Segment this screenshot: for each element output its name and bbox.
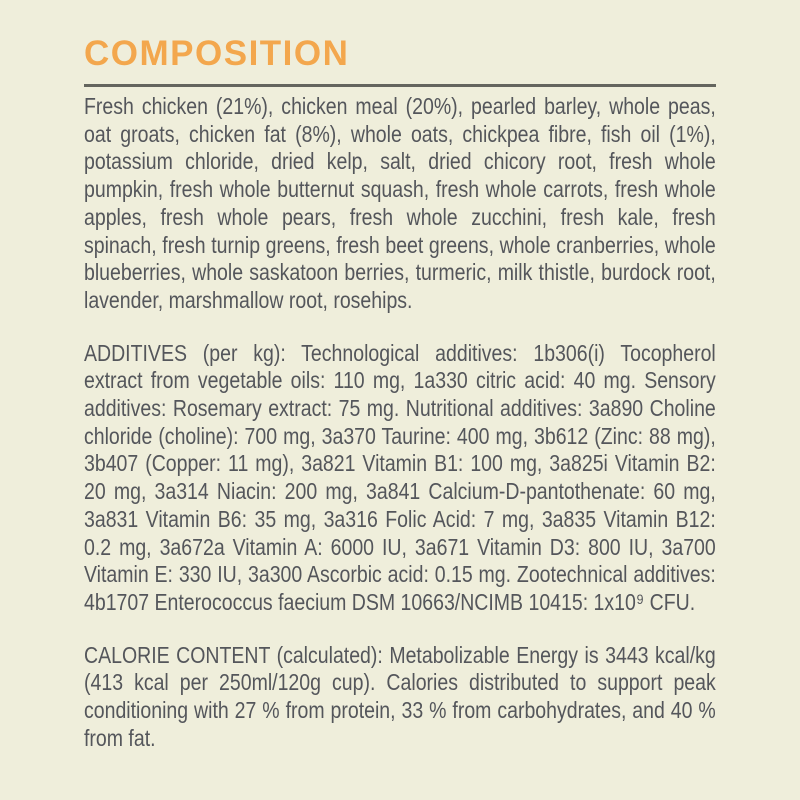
label-paragraphs (84, 93, 716, 752)
composition-section (84, 36, 716, 752)
additives-paragraph: ADDITIVES (per kg): Technological additives: 1b306(i) Tocopherol extract from vegetable oils: 110 mg, 1a330 citric acid: 40 mg. Sensory additives: Rosemary extract: 75 mg. Nutritional additives: 3a890 Choline chloride (choline): 700 mg, 3a370 Taurine: 400 mg, 3b612 (Zinc: 88 mg), 3b407 (Copper: 11 mg), 3a821 Vitamin B1: 100 mg, 3a825i Vitamin B2: 20 mg, 3a314 Niacin: 200 mg, 3a841 Calcium-D-pantothenate: 60 mg, 3a831 Vitamin B6: 35 mg, 3a316 Folic Acid: 7 mg, 3a835 Vitamin B12: 0.2 mg, 3a672a Vitamin A: 6000 IU, 3a671 Vitamin D3: 800 IU, 3a700 Vitamin E: 330 IU, 3a300 Ascorbic acid: 0.15 mg. Zootechnical additives: 4b1707 Enterococcus faecium DSM 10663/NCIMB 10415: 1x10⁹ CFU. (84, 339, 716, 615)
ingredients-paragraph: Fresh chicken (21%), chicken meal (20%), pearled barley, whole peas, oat groats, chicken fat (8%), whole oats, chickpea fibre, fish oil (1%), potassium chloride, dried kelp, salt, dried chicory root, fresh whole pumpkin, fresh whole butternut squash, fresh whole carrots, fresh whole apples, fresh whole pears, fresh whole zucchini, fresh kale, fresh spinach, fresh turnip greens, fresh beet greens, whole cranberries, whole blueberries, whole saskatoon berries, turmeric, milk thistle, burdock root, lavender, marshmallow root, rosehips. (84, 93, 716, 313)
section-title: COMPOSITION (84, 34, 350, 73)
divider-line (84, 84, 716, 87)
calorie-content-paragraph: CALORIE CONTENT (calculated): Metabolizable Energy is 3443 kcal/kg (413 kcal per 250ml/120g cup). Calories distributed to support peak conditioning with 27 % from protein, 33 % from carbohydrates, and 40 % from fat. (84, 641, 716, 751)
